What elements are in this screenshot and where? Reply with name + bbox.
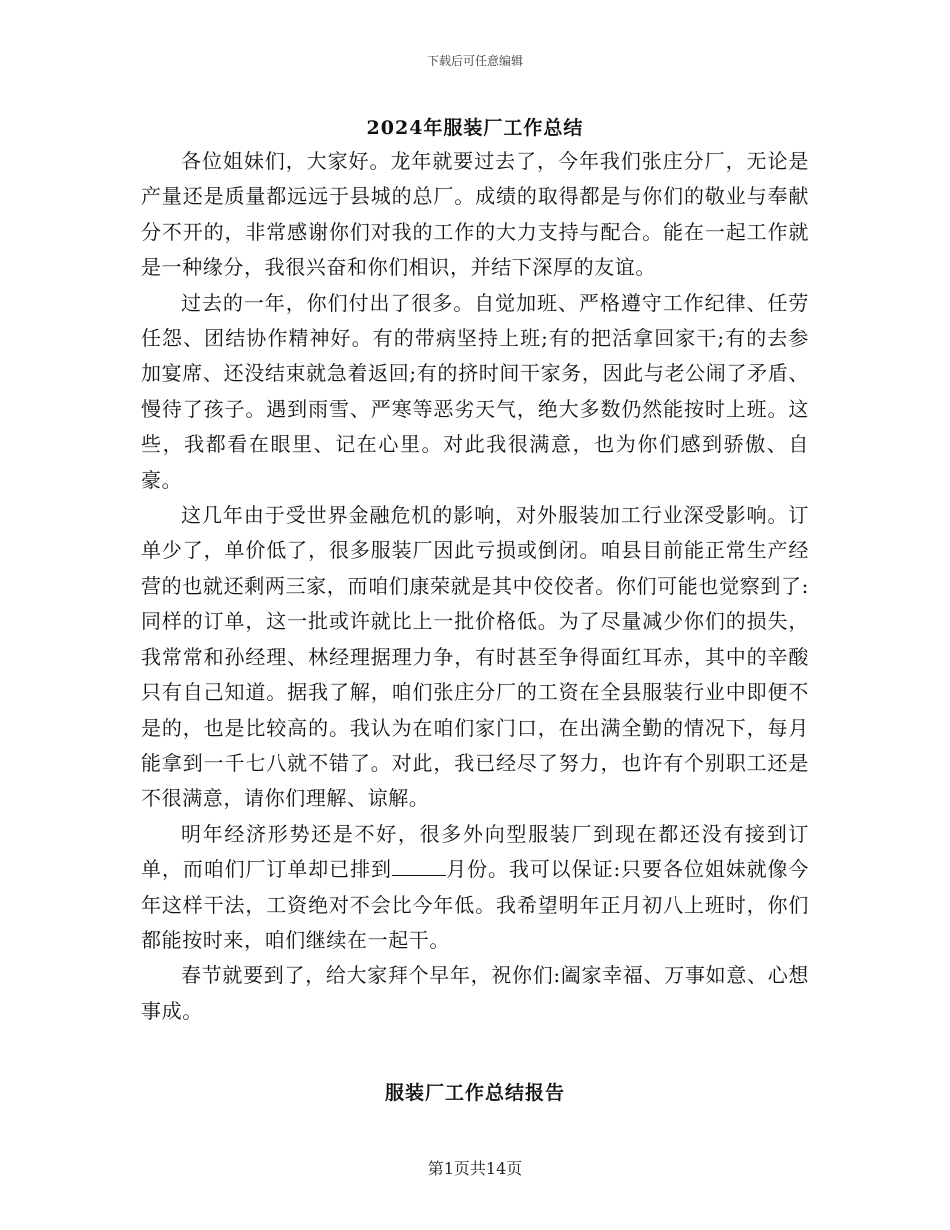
paragraph-5: 春节就要到了，给大家拜个早年，祝你们:阖家幸福、万事如意、心想事成。 xyxy=(141,963,809,1023)
header-note: 下载后可任意编辑 xyxy=(426,54,523,68)
paragraph-4 xyxy=(141,817,809,959)
section-title: 服装厂工作总结报告 xyxy=(384,1082,565,1104)
document-body xyxy=(141,144,809,1029)
paragraph-4-before: 明年经济形势还是不好，很多外向型服装厂到现在都还没有接到订单，而咱们厂订单却已排到 xyxy=(141,821,809,882)
fill-in-blank xyxy=(392,857,446,876)
document-title: 2024年服装厂工作总结 xyxy=(366,117,584,139)
paragraph-4-after: 月份。我可以保证:只要各位姐妹就像今年这样干法，工资绝对不会比今年低。我希望明年正月初八上班时，你们都能按时来，咱们继续在一起干。 xyxy=(141,857,809,952)
paragraph-1: 各位姐妹们，大家好。龙年就要过去了，今年我们张庄分厂，无论是产量还是质量都远远于县城的总厂。成绩的取得都是与你们的敬业与奉献分不开的，非常感谢你们对我的工作的大力支持与配合。能在一起工作就是一种缘分，我很兴奋和你们相识，并结下深厚的友谊。 xyxy=(141,149,809,280)
page-footer: 第1页共14页 xyxy=(427,1159,523,1178)
paragraph-3: 这几年由于受世界金融危机的影响，对外服装加工行业深受影响。订单少了，单价低了，很多服装厂因此亏损或倒闭。咱县目前能正常生产经营的也就还剩两三家，而咱们康荣就是其中佼佼者。你们可能也觉察到了:同样的订单，这一批或许就比上一批价格低。为了尽量减少你们的损失，我常常和孙经理、林经理据理力争，有时甚至争得面红耳赤，其中的辛酸只有自己知道。据我了解，咱们张庄分厂的工资在全县服装行业中即便不是的，也是比较高的。我认为在咱们家门口，在出满全勤的情况下，每月能拿到一千七八就不错了。对此，我已经尽了努力，也许有个别职工还是不很满意，请你们理解、谅解。 xyxy=(141,503,809,811)
paragraph-2: 过去的一年，你们付出了很多。自觉加班、严格遵守工作纪律、任劳任怨、团结协作精神好。有的带病坚持上班;有的把活拿回家干;有的去参加宴席、还没结束就急着返回;有的挤时间干家务，因此与老公闹了矛盾、慢待了孩子。遇到雨雪、严寒等恶劣天气，绝大多数仍然能按时上班。这些，我都看在眼里、记在心里。对此我很满意，也为你们感到骄傲、自豪。 xyxy=(141,290,809,492)
